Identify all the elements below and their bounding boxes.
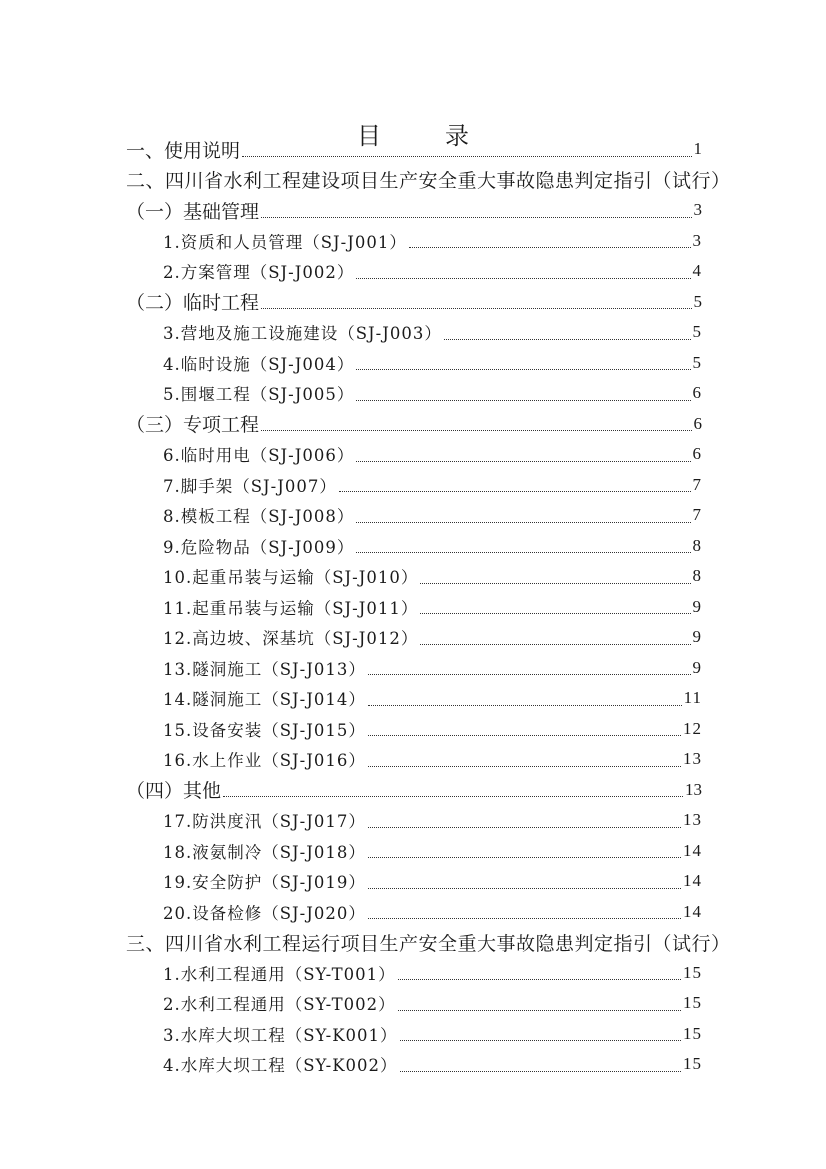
toc-entry[interactable] xyxy=(0,866,826,897)
toc-entry[interactable] xyxy=(0,226,826,257)
toc-entry[interactable] xyxy=(0,836,826,867)
dot-leader xyxy=(400,1040,681,1041)
toc-entry-page: 5 xyxy=(692,322,702,342)
toc-entry-label: 6.临时用电（SJ-J006） xyxy=(163,446,355,466)
dot-leader xyxy=(368,857,681,858)
toc-entry-label: （三）专项工程 xyxy=(126,414,260,437)
toc-entry-page: 3 xyxy=(693,200,702,220)
toc-entry-page: 14 xyxy=(683,871,702,891)
toc-entry-page: 5 xyxy=(693,291,702,311)
dot-leader xyxy=(339,491,691,492)
toc-entry-label: 一、使用说明 xyxy=(126,139,241,162)
toc-entry[interactable] xyxy=(0,775,826,806)
toc-entry[interactable] xyxy=(0,1019,826,1050)
toc-entry-label: 1.资质和人员管理（SJ-J001） xyxy=(163,232,407,252)
toc-entry-page: 4 xyxy=(692,261,702,281)
toc-entry[interactable] xyxy=(0,653,826,684)
toc-entry[interactable] xyxy=(0,256,826,287)
toc-entry[interactable] xyxy=(0,1049,826,1080)
toc-entry[interactable] xyxy=(0,592,826,623)
dot-leader xyxy=(356,461,690,462)
toc-entry-page: 3 xyxy=(692,230,702,250)
toc-entry-label: 14.隧洞施工（SJ-J014） xyxy=(163,690,366,710)
toc-entry[interactable] xyxy=(0,988,826,1019)
toc-entry-label: （四）其他 xyxy=(126,780,222,803)
toc-entry-page: 8 xyxy=(692,535,702,555)
dot-leader xyxy=(398,979,681,980)
dot-leader xyxy=(368,827,681,828)
toc-entry[interactable] xyxy=(0,470,826,501)
dot-leader xyxy=(356,522,690,523)
dot-leader xyxy=(356,278,690,279)
toc-entry-page: 13 xyxy=(683,810,702,830)
toc-entry-label: 8.模板工程（SJ-J008） xyxy=(163,507,355,527)
toc-entry[interactable] xyxy=(0,714,826,745)
toc-entry-page: 13 xyxy=(685,779,702,799)
toc-entry-page: 1 xyxy=(693,139,702,159)
dot-leader xyxy=(368,918,681,919)
toc-entry-page: 7 xyxy=(692,474,702,494)
dot-leader xyxy=(356,400,690,401)
toc-entry[interactable] xyxy=(0,317,826,348)
toc-title: 目 录 xyxy=(357,122,489,151)
toc-entry-page: 14 xyxy=(683,840,702,860)
toc-entry[interactable] xyxy=(0,348,826,379)
toc-entry-page: 14 xyxy=(683,901,702,921)
toc-entry-label: 4.水库大坝工程（SY-K002） xyxy=(163,1056,398,1076)
toc-entry-label: 11.起重吊装与运输（SJ-J011） xyxy=(163,598,419,618)
dot-leader xyxy=(409,247,691,248)
dot-leader xyxy=(368,766,681,767)
toc-entry[interactable] xyxy=(0,134,826,165)
toc-entry-label: 19.安全防护（SJ-J019） xyxy=(163,873,366,893)
toc-entry-label: （二）临时工程 xyxy=(126,292,260,315)
toc-entry-page: 15 xyxy=(683,1023,702,1043)
toc-entry-label: 15.设备安装（SJ-J015） xyxy=(163,720,366,740)
dot-leader xyxy=(398,1010,681,1011)
toc-entry-page: 6 xyxy=(692,383,702,403)
toc-entry-label: 三、四川省水利工程运行项目生产安全重大事故隐患判定指引（试行） xyxy=(126,932,731,955)
toc-entry-page: 12 xyxy=(683,718,702,738)
toc-entry-label: 2.水利工程通用（SY-T002） xyxy=(163,995,396,1015)
dot-leader xyxy=(261,217,691,218)
toc-entry[interactable] xyxy=(0,744,826,775)
toc-entry-page: 6 xyxy=(692,444,702,464)
dot-leader xyxy=(368,888,681,889)
toc-entry-label: 12.高边坡、深基坑（SJ-J012） xyxy=(163,629,419,649)
toc-entry[interactable] xyxy=(0,287,826,318)
toc-entry-page: 11 xyxy=(683,688,702,708)
dot-leader xyxy=(368,735,681,736)
toc-entry-page: 6 xyxy=(693,413,702,433)
dot-leader xyxy=(261,308,691,309)
toc-entry[interactable] xyxy=(0,165,826,196)
dot-leader xyxy=(368,674,691,675)
dot-leader xyxy=(261,430,691,431)
toc-entry-label: 13.隧洞施工（SJ-J013） xyxy=(163,659,366,679)
toc-entry-page: 15 xyxy=(683,1054,702,1074)
dot-leader xyxy=(420,613,690,614)
dot-leader xyxy=(356,369,690,370)
toc-entry-page: 7 xyxy=(692,505,702,525)
toc-entry[interactable] xyxy=(0,439,826,470)
toc-entry-label: 7.脚手架（SJ-J007） xyxy=(163,476,337,496)
toc-entry-page: 9 xyxy=(692,657,702,677)
dot-leader xyxy=(223,796,683,797)
toc-entry-label: 二、四川省水利工程建设项目生产安全重大事故隐患判定指引（试行） xyxy=(126,170,731,193)
toc-entry-label: 17.防洪度汛（SJ-J017） xyxy=(163,812,366,832)
dot-leader xyxy=(444,339,691,340)
toc-entry-page: 5 xyxy=(692,352,702,372)
toc-entry-label: 3.营地及施工设施建设（SJ-J003） xyxy=(163,324,442,344)
toc-entry-label: 2.方案管理（SJ-J002） xyxy=(163,263,355,283)
toc-entry[interactable] xyxy=(0,805,826,836)
toc-entry-page: 9 xyxy=(692,596,702,616)
dot-leader xyxy=(368,705,682,706)
toc-entry[interactable] xyxy=(0,500,826,531)
toc-entry-page: 9 xyxy=(692,627,702,647)
toc-entry[interactable] xyxy=(0,561,826,592)
toc-entry[interactable] xyxy=(0,378,826,409)
toc-entry-label: 5.围堰工程（SJ-J005） xyxy=(163,385,355,405)
dot-leader xyxy=(242,156,691,157)
toc-entry[interactable] xyxy=(0,531,826,562)
dot-leader xyxy=(420,644,690,645)
toc-entry-page: 15 xyxy=(683,993,702,1013)
toc-entry-label: （一）基础管理 xyxy=(126,200,260,223)
toc-entry-label: 16.水上作业（SJ-J016） xyxy=(163,751,366,771)
toc-entry-page: 15 xyxy=(683,962,702,982)
toc-entry-label: 1.水利工程通用（SY-T001） xyxy=(163,964,396,984)
table-of-contents xyxy=(0,134,826,1080)
toc-entry[interactable] xyxy=(0,683,826,714)
dot-leader xyxy=(356,552,690,553)
dot-leader xyxy=(400,1071,681,1072)
toc-entry-label: 20.设备检修（SJ-J020） xyxy=(163,903,366,923)
toc-entry-label: 18.液氨制冷（SJ-J018） xyxy=(163,842,366,862)
toc-entry-page: 13 xyxy=(683,749,702,769)
toc-entry-label: 4.临时设施（SJ-J004） xyxy=(163,354,355,374)
toc-entry-label: 9.危险物品（SJ-J009） xyxy=(163,537,355,557)
toc-entry[interactable] xyxy=(0,195,826,226)
toc-entry-page: 8 xyxy=(692,566,702,586)
toc-entry[interactable] xyxy=(0,927,826,958)
toc-entry[interactable] xyxy=(0,622,826,653)
toc-entry[interactable] xyxy=(0,958,826,989)
dot-leader xyxy=(420,583,690,584)
toc-entry[interactable] xyxy=(0,897,826,928)
toc-entry-label: 10.起重吊装与运输（SJ-J010） xyxy=(163,568,419,588)
toc-entry-label: 3.水库大坝工程（SY-K001） xyxy=(163,1025,398,1045)
toc-entry[interactable] xyxy=(0,409,826,440)
